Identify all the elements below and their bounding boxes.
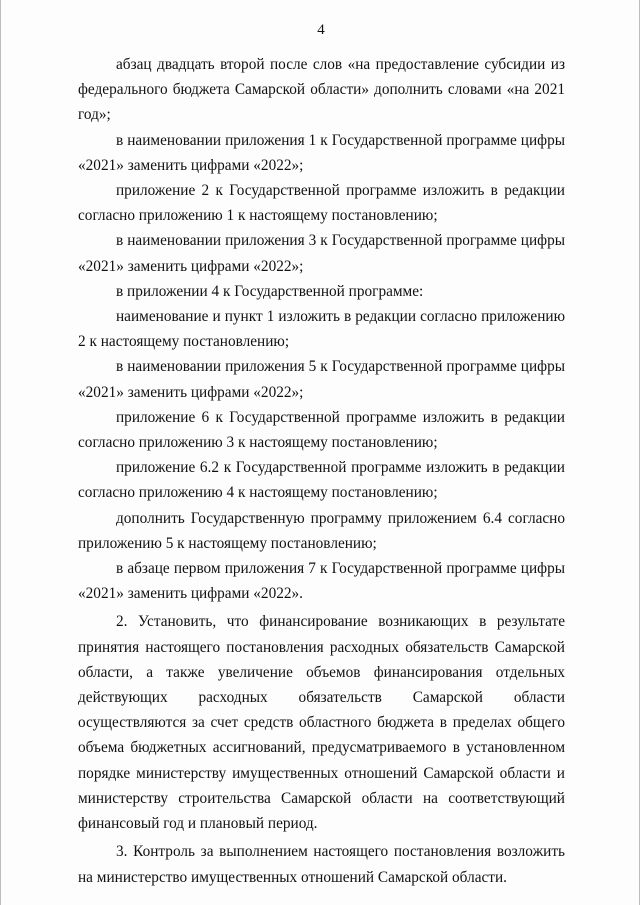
paragraph-5: в приложении 4 к Государственной программе: bbox=[116, 282, 424, 300]
paragraph-4: в наименовании приложения 3 к Государственной программе цифры «2021» заменить цифрами «2022»; bbox=[78, 232, 565, 275]
paragraph-8: приложение 6 к Государственной программе изложить в редакции согласно приложению 3 к настоящему постановлению; bbox=[78, 408, 565, 452]
paragraph-section-3: 3. Контроль за выполнением настоящего постановления возложить на министерство имущественных отношений Самарской области. bbox=[78, 843, 565, 886]
document-body bbox=[78, 52, 565, 890]
paragraph-section-2: 2. Установить, что финансирование возникающих в результате принятия настоящего постановления расходных обязательств Самарской области, а также увеличение объемов финансирования отдельных действующих расходных обязательств Самарской области осуществляются за счет средств областного бюджета в пределах общего объема бюджетных ассигнований, предусматриваемого в установленном порядке министерству имущественных отношений Самарской области и министерству строительства Самарской области на соответствующий финансовый год и плановый период. bbox=[78, 613, 565, 833]
paragraph-2: в наименовании приложения 1 к Государственной программе цифры «2021» заменить цифрами «2022»; bbox=[78, 131, 565, 174]
paragraph-9: приложение 6.2 к Государственной программе изложить в редакции согласно приложению 4 к настоящему постановлению; bbox=[78, 459, 565, 502]
paragraph-10: дополнить Государственную программу приложением 6.4 согласно приложению 5 к настоящему постановлению; bbox=[78, 509, 565, 552]
paragraph-1: абзац двадцать второй после слов «на предоставление субсидии из федерального бюджета Самарской области» дополнить словами «на 2021 год»; bbox=[78, 56, 565, 124]
paragraph-11: в абзаце первом приложения 7 к Государственной программе цифры «2021» заменить цифрами «2022». bbox=[78, 560, 565, 603]
paragraph-7: в наименовании приложения 5 к Государственной программе цифры «2021» заменить цифрами «2022»; bbox=[78, 358, 565, 401]
paragraph-6: наименование и пункт 1 изложить в редакции согласно приложению 2 к настоящему постановлению; bbox=[78, 308, 565, 351]
page-number: 4 bbox=[317, 22, 325, 38]
paragraph-3: приложение 2 к Государственной программе изложить в редакции согласно приложению 1 к настоящему постановлению; bbox=[78, 182, 565, 225]
